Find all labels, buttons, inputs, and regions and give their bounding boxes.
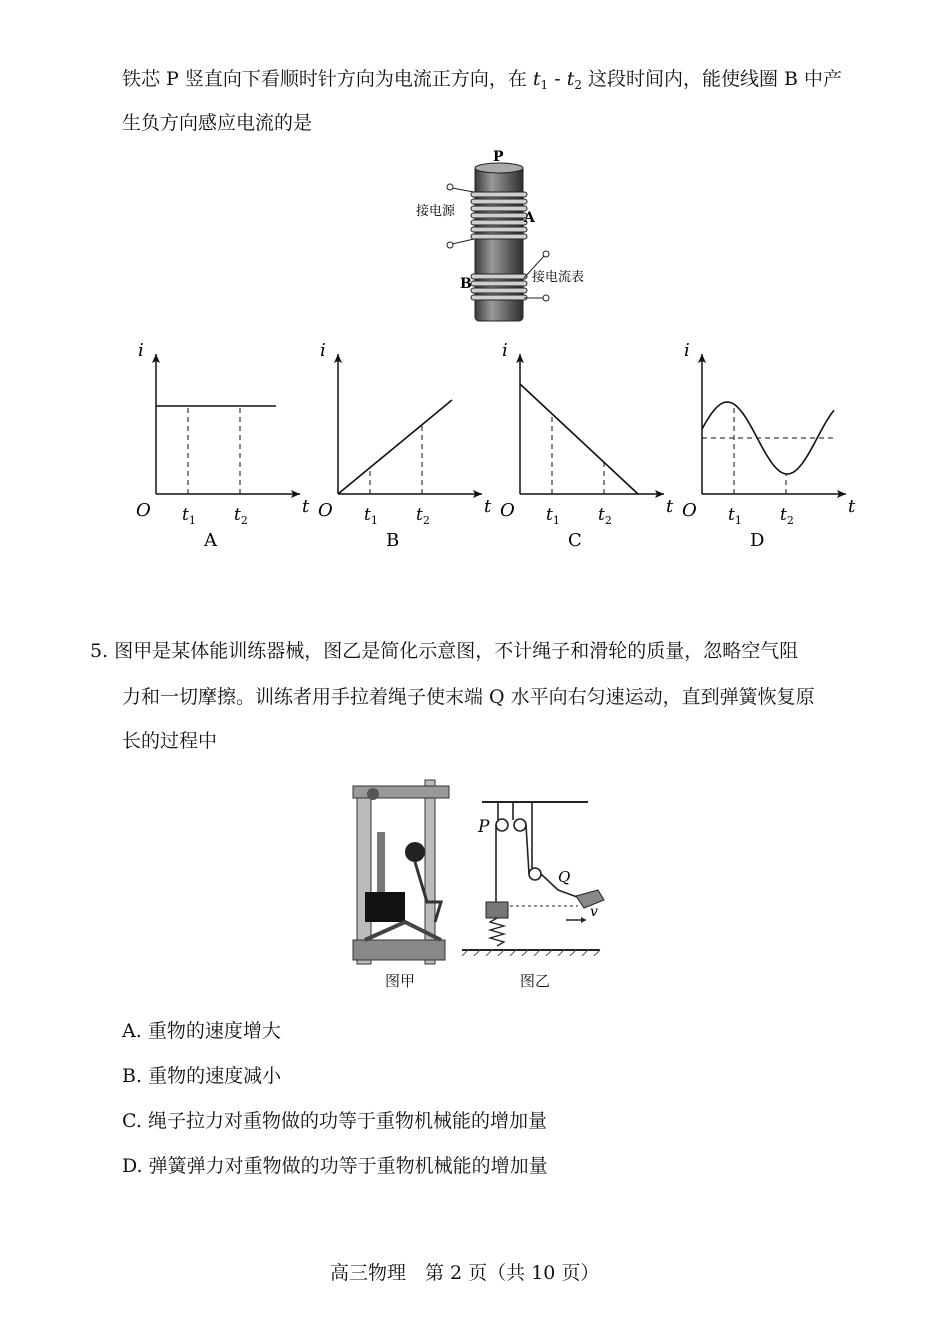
t2-tick-label: $t_2$ — [598, 505, 612, 527]
origin-label: O — [318, 500, 333, 521]
fig-yi-schematic — [458, 798, 606, 956]
option-label[interactable]: A — [204, 530, 217, 550]
t1-tick-label: $t_1$ — [364, 505, 378, 527]
fig-jia-machine — [345, 772, 455, 968]
x-axis-label: t — [848, 496, 856, 517]
y-axis-label: i — [320, 340, 326, 361]
coil-a-label: A — [524, 210, 535, 226]
coil-figure — [400, 146, 590, 326]
graph-c — [494, 340, 679, 550]
t1-tick-label: $t_1$ — [182, 505, 196, 527]
q5-stem-line2: 力和一切摩擦。训练者用手拉着绳子使末端 Q 水平向右匀速运动，直到弹簧恢复原 — [122, 686, 815, 708]
t2-tick-label: $t_2$ — [234, 505, 248, 527]
y-axis-label: i — [684, 340, 690, 361]
current-curve — [338, 400, 452, 494]
meter-label: 接电流表 — [532, 270, 585, 285]
option-label[interactable]: D — [750, 530, 765, 550]
spring — [490, 918, 504, 946]
origin-label: O — [136, 500, 151, 521]
q4-stem-line2: 生负方向感应电流的是 — [122, 112, 313, 134]
q4-stem-line1: 铁芯 P 竖直向下看顺时针方向为电流正方向，在 $t_1 - t_2$ 这段时间内，能使线圈 B 中产 — [122, 68, 843, 92]
y-axis-label: i — [138, 340, 144, 361]
t1-tick-label: $t_1$ — [546, 505, 560, 527]
q5-option-d[interactable]: D. 弹簧弹力对重物做的功等于重物机械能的增加量 — [122, 1155, 548, 1177]
coil-a — [471, 192, 527, 239]
coil-b-label: B — [460, 276, 472, 292]
origin-label: O — [500, 500, 515, 521]
graph-b — [312, 340, 497, 550]
q5-number: 5. — [90, 640, 109, 662]
graph-a — [130, 340, 315, 550]
origin-label: O — [682, 500, 697, 521]
t1-tick-label: $t_1$ — [728, 505, 742, 527]
q5-stem-line3: 长的过程中 — [122, 730, 218, 752]
page-footer: 高三物理 第 2 页（共 10 页） — [330, 1262, 600, 1284]
t2-tick-label: $t_2$ — [416, 505, 430, 527]
q5-stem-line1: 5. 图甲是某体能训练器械，图乙是简化示意图，不计绳子和滑轮的质量，忽略空气阻 — [90, 640, 799, 662]
x-axis-label: t — [666, 496, 674, 517]
pulley-p — [496, 819, 508, 831]
q5-option-b[interactable]: B. 重物的速度减小 — [122, 1065, 282, 1087]
q5-option-c[interactable]: C. 绳子拉力对重物做的功等于重物机械能的增加量 — [122, 1110, 547, 1132]
core-label: P — [493, 149, 504, 165]
power-label: 接电源 — [416, 204, 456, 219]
weight-block — [486, 902, 508, 918]
label-q: Q — [558, 868, 571, 886]
t2-tick-label: $t_2$ — [780, 505, 794, 527]
x-axis-label: t — [302, 496, 310, 517]
label-v: v — [590, 904, 598, 920]
graph-d — [676, 340, 861, 550]
fig-yi-caption: 图乙 — [520, 972, 551, 990]
current-curve — [520, 384, 638, 494]
label-p: P — [478, 817, 490, 837]
option-label[interactable]: B — [386, 530, 400, 550]
q5-option-a[interactable]: A. 重物的速度增大 — [122, 1020, 281, 1042]
fig-jia-caption: 图甲 — [385, 972, 416, 990]
option-label[interactable]: C — [568, 530, 582, 550]
x-axis-label: t — [484, 496, 492, 517]
y-axis-label: i — [502, 340, 508, 361]
